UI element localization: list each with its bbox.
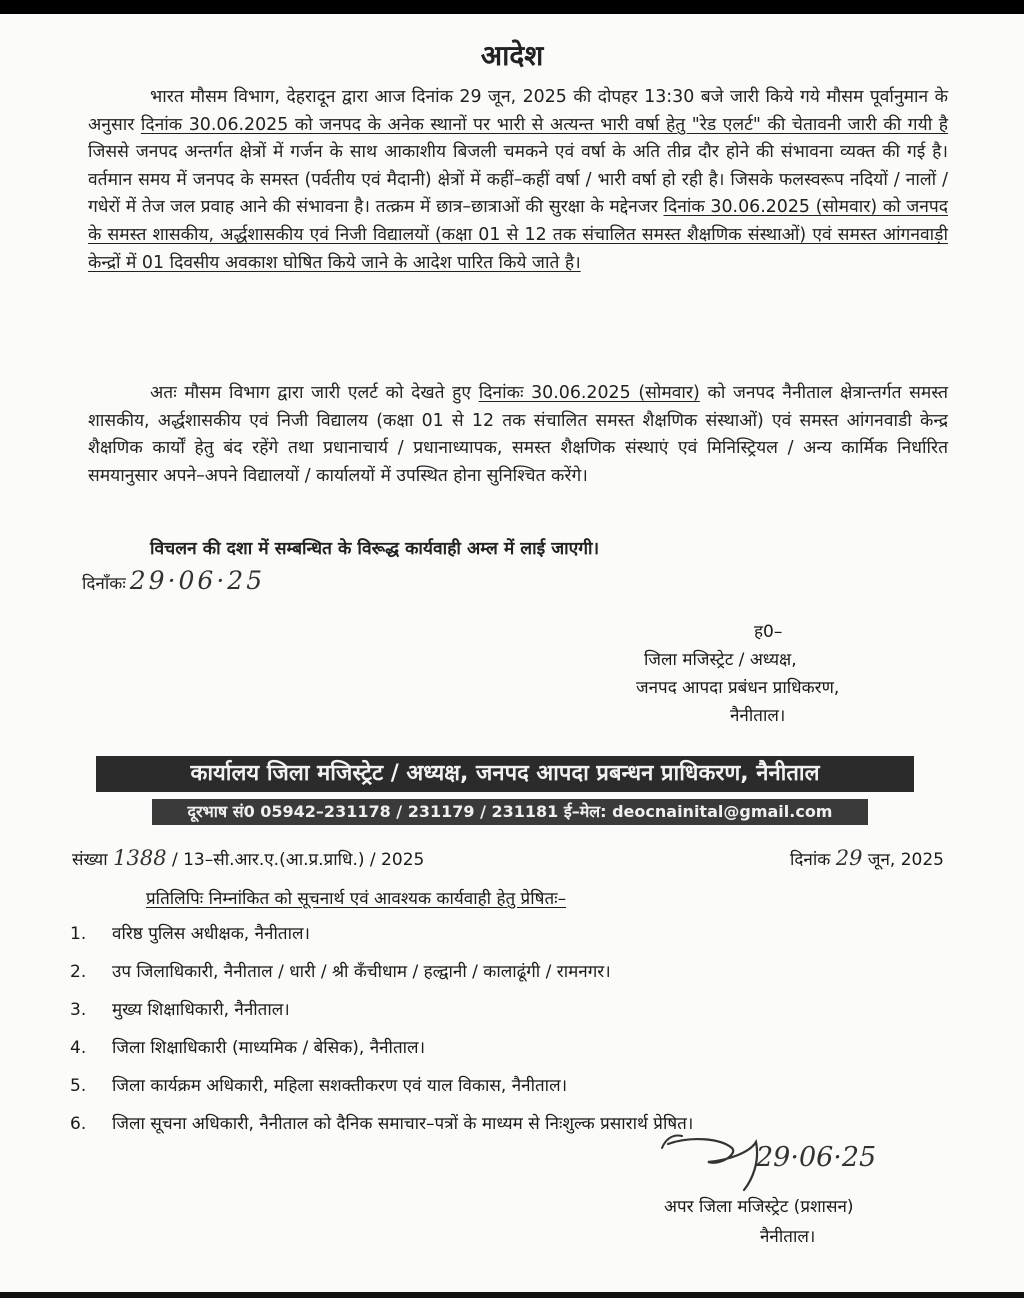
order-paragraph-1: [88, 84, 948, 277]
list-item-text: वरिष्ठ पुलिस अधीक्षक, नैनीताल।: [112, 924, 310, 944]
order-paragraph-2: [88, 380, 948, 490]
reference-date-label: दिनांक: [790, 850, 831, 870]
document-page: [0, 14, 1024, 1292]
list-item: [70, 958, 948, 986]
list-item-text: जिला शिक्षाधिकारी (माध्यमिक / बेसिक), नैनीताल।: [112, 1038, 426, 1058]
list-item-text: जिला कार्यक्रम अधिकारी, महिला सशक्तीकरण एवं याल विकास, नैनीताल।: [112, 1076, 568, 1096]
list-item-number: 1.: [70, 924, 87, 944]
dm-place: नैनीताल।: [730, 706, 786, 726]
reference-number: [72, 846, 424, 870]
copy-to-heading: प्रतिलिपिः निम्नांकित को सूचनार्थ एवं आवश्यक कार्यवाही हेतु प्रेषितः–: [146, 889, 567, 909]
handwritten-date: 29·06·25: [129, 566, 266, 595]
reference-date: [790, 846, 944, 870]
list-item: [70, 920, 948, 948]
office-stamp-line-2: दूरभाष सं0 05942–231178 / 231179 / 231181 ई–मेल: deocnainital@gmail.com: [152, 799, 868, 825]
adm-signature-block: [664, 1192, 964, 1252]
office-stamp-line-1: कार्यालय जिला मजिस्ट्रेट / अध्यक्ष, जनपद आपदा प्रबन्धन प्राधिकरण, नैनीताल: [96, 756, 914, 792]
list-item-number: 6.: [70, 1114, 87, 1134]
list-item: [70, 1034, 948, 1062]
signature-handwritten-date: 29·06·25: [756, 1142, 877, 1173]
dm-designation: जिला मजिस्ट्रेट / अध्यक्ष,: [644, 650, 797, 670]
bottom-dark-bar: [0, 1292, 1024, 1298]
list-item-number: 4.: [70, 1038, 87, 1058]
dm-signature-block: [636, 618, 956, 730]
para1-text-1: भारत मौसम विभाग, देहरादून द्वारा आज दिनांक 29 जून, 2025 की दोपहर 13:30 बजे जारी किये गये मौसम पूर्वानुमान के अनुसार: [88, 87, 948, 135]
list-item-number: 2.: [70, 962, 87, 982]
para1-underlined-2: दिनांक 30.06.2025 (सोमवार) को जनपद के समस्त शासकीय, अर्द्धशासकीय एवं निजी विद्यालयों (कक्षा 01 से 12 तक संचालित समस्त शैक्षणिक संस्थाओं) एवं समस्त आंगनवाड़ी केन्द्रों में 01 दिवसीय अवकाश घोषित किये जाने के आदेश पारित किये जाते है।: [88, 197, 949, 273]
list-item: [70, 996, 948, 1024]
copy-to-list: [70, 920, 948, 1148]
reference-suffix: / 13–सी.आर.ए.(आ.प्र.प्राधि.) / 2025: [171, 850, 425, 870]
list-item-text: जिला सूचना अधिकारी, नैनीताल को दैनिक समाचार–पत्रों के माध्यम से निःशुल्क प्रसारार्थ प्रेषित।: [112, 1114, 694, 1134]
list-item-number: 3.: [70, 1000, 87, 1020]
list-item: [70, 1072, 948, 1100]
list-item-text: मुख्य शिक्षाधिकारी, नैनीताल।: [112, 1000, 290, 1020]
signed-mark: ह0–: [754, 622, 783, 642]
list-item-text: उप जिलाधिकारी, नैनीताल / धारी / श्री कँचीधाम / हल्द्वानी / कालाढूंगी / रामनगर।: [112, 962, 611, 982]
date-label: दिनाँकः: [82, 574, 126, 594]
order-title: आदेश: [480, 39, 544, 72]
adm-place: नैनीताल।: [760, 1227, 816, 1247]
para3-text: विचलन की दशा में सम्बन्धित के विरूद्ध कार्यवाही अम्ल में लाई जाएगी।: [150, 539, 600, 559]
adm-designation: अपर जिला मजिस्ट्रेट (प्रशासन): [664, 1197, 854, 1217]
reference-label: संख्या: [72, 850, 108, 870]
list-item-number: 5.: [70, 1076, 87, 1096]
top-black-bar: [0, 0, 1024, 14]
reference-date-rest: जून, 2025: [867, 850, 944, 870]
para2-underlined: दिनांकः 30.06.2025 (सोमवार): [478, 383, 700, 403]
reference-date-day: 29: [835, 846, 863, 870]
reference-handwritten-number: 1388: [113, 846, 167, 870]
order-paragraph-3: [88, 536, 948, 564]
para1-underlined-1: दिनांक 30.06.2025 को जनपद के अनेक स्थानों पर भारी से अत्यन्त भारी वर्षा हेतु "रेड एलर्ट" की चेतावनी जारी की गयी है: [140, 114, 949, 135]
para2-text-1: अतः मौसम विभाग द्वारा जारी एलर्ट को देखते हुए: [150, 383, 479, 403]
order-date: [82, 566, 265, 595]
para2-text-2: को जनपद नैनीताल क्षेत्रान्तर्गत समस्त शासकीय, अर्द्धशासकीय एवं निजी विद्यालय (कक्षा 01 से 12 तक संचालित समस्त शैक्षणिक संस्थाओं) एवं समस्त आंगनवाडी केन्द्र शैक्षणिक कार्यों हेतु बंद रहेंगे तथा प्रधानाचार्य / प्रधानाध्यापक, समस्त शैक्षणिक संस्थाएं एवं मिनिस्ट्रियल / अन्य कार्मिक निर्धारित समयानुसार अपने–अपने विद्यालयों / कार्यालयों में उपस्थित होना सुनिश्चित करेंगे।: [88, 383, 948, 486]
para1-text-2: जिससे जनपद अन्तर्गत क्षेत्रों में गर्जन के साथ आकाशीय बिजली चमकने एवं वर्षा के अति तीव्र दौर होने की संभावना व्यक्त की गई है। वर्तमान समय में जनपद के समस्त (पर्वतीय एवं मैदानी) क्षेत्रों में कहीं–कहीं वर्षा / भारी वर्षा हो रही है। जिसके फलस्वरूप नदियों / नालों / गधेरों में तेज जल प्रवाह आने की संभावना है। तत्क्रम में छात्र–छात्राओं की सुरक्षा के मद्देनजर: [88, 142, 948, 218]
dm-authority: जनपद आपदा प्रबंधन प्राधिकरण,: [636, 678, 840, 698]
